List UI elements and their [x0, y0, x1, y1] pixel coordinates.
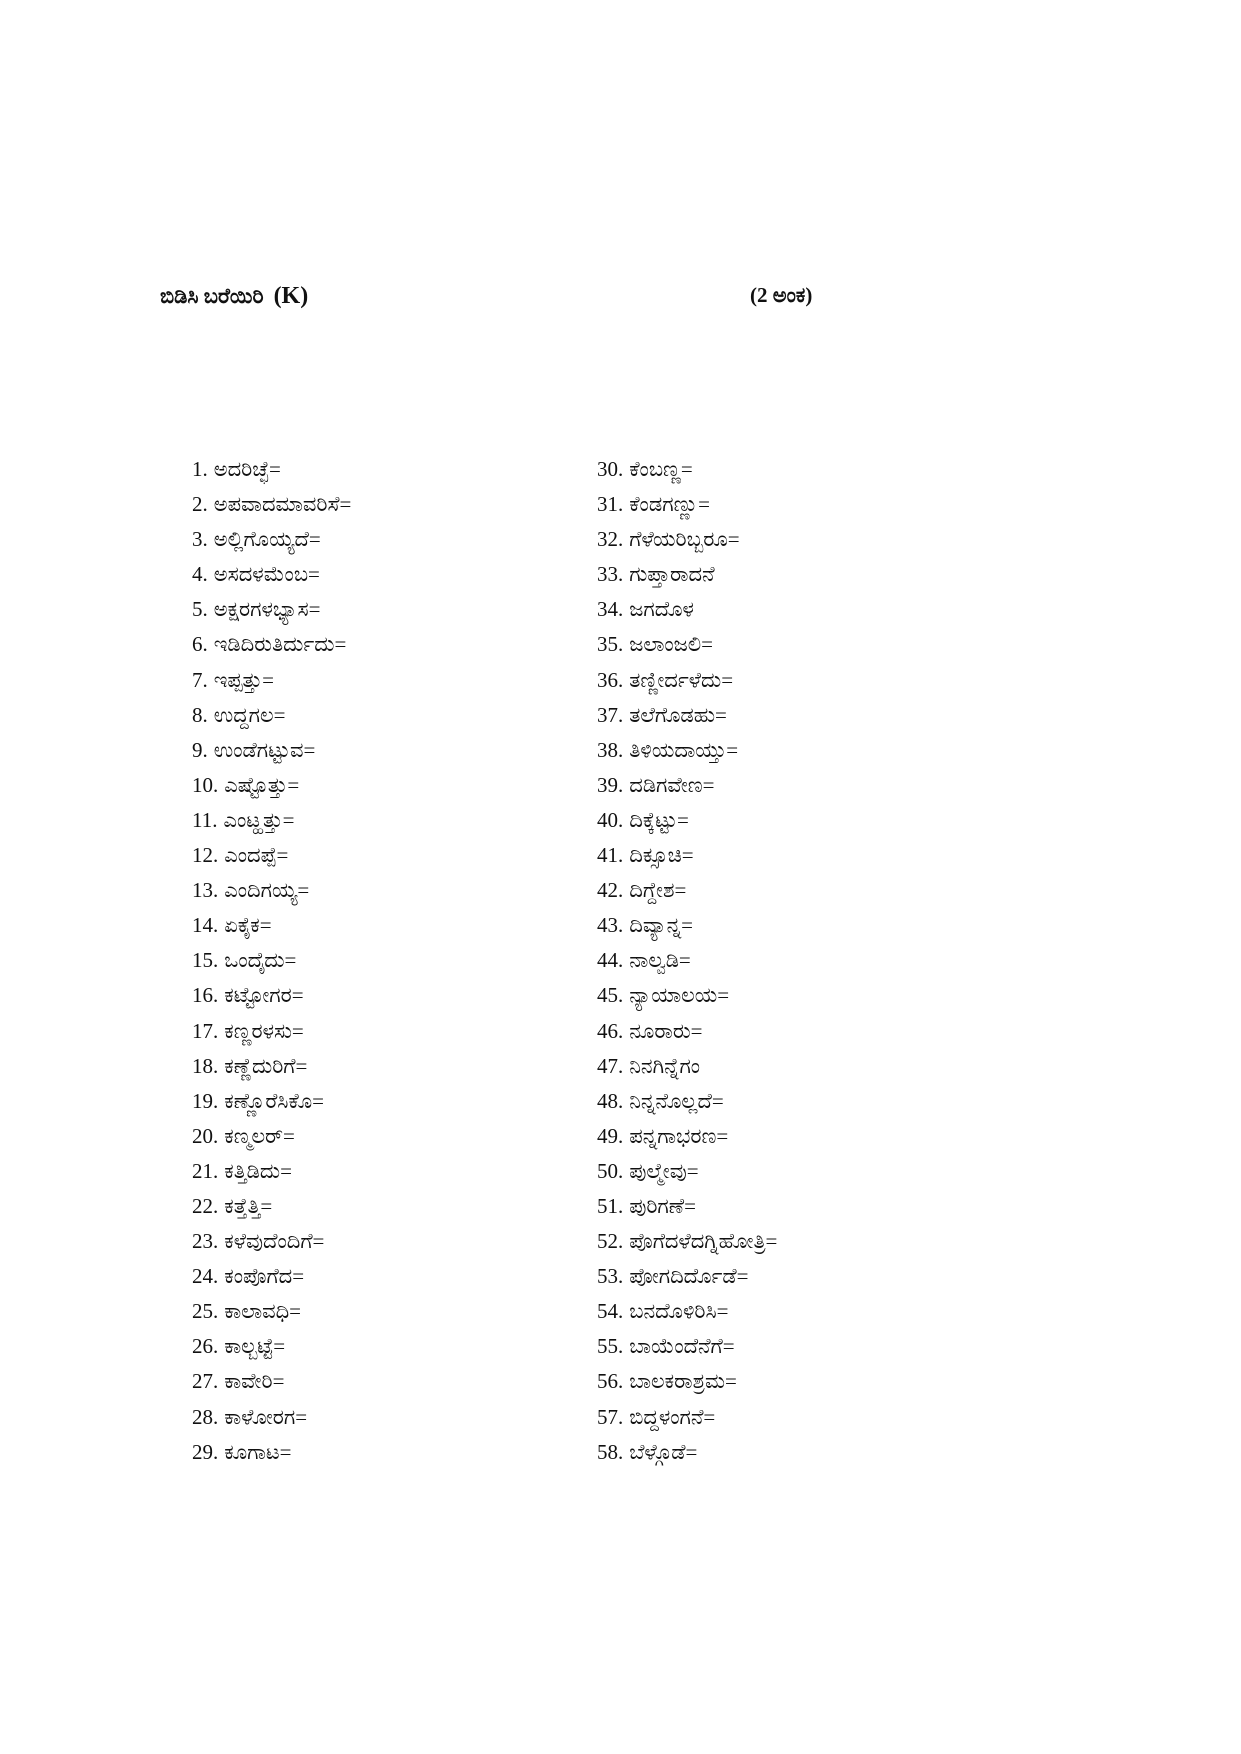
item-word: ದಿಕ್ಸೂಚಿ=: [629, 843, 694, 868]
list-item: [597, 1084, 777, 1119]
item-number: 6.: [192, 632, 208, 657]
item-number: 2.: [192, 492, 208, 517]
item-number: 36.: [597, 667, 624, 692]
section-tag: (K): [273, 283, 309, 309]
item-word: ಜಗದೊಳ: [629, 597, 694, 622]
item-word: ಉದ್ದಗಲ=: [213, 702, 286, 727]
item-number: 20.: [192, 1123, 219, 1148]
item-word: ಎಷ್ಟೊತ್ತು=: [224, 772, 300, 797]
item-number: 51.: [597, 1193, 624, 1218]
item-word: ನಿನಗಿನ್ನೆಗಂ: [629, 1053, 701, 1078]
list-item: [597, 978, 777, 1013]
item-number: 1.: [192, 457, 208, 481]
list-item: [597, 698, 777, 733]
list-item: [192, 1400, 351, 1435]
item-number: 57.: [597, 1404, 624, 1429]
item-word: ಕಣ್ಮಲರ್=: [224, 1123, 295, 1148]
item-word: ದಡಿಗವೇಣ=: [629, 772, 715, 797]
item-word: ಅಕ್ಷರಗಳಭ್ಯಾಸ=: [213, 597, 321, 622]
item-word: ಬನದೊಳಿರಿಸಿ=: [629, 1299, 729, 1324]
item-word: ನ್ಯಾಯಾಲಯ=: [629, 983, 730, 1008]
item-word: ಬಿದ್ದಳಂಗನೆ=: [629, 1404, 716, 1429]
list-item: [192, 1224, 351, 1259]
item-number: 22.: [192, 1193, 219, 1218]
list-item: [192, 663, 351, 698]
list-item: [192, 557, 351, 592]
list-item: [597, 1364, 777, 1399]
list-item: [192, 838, 351, 873]
list-item: [192, 943, 351, 978]
item-word: ಕಾಳೋರಗ=: [224, 1404, 308, 1429]
item-word: ಕಣ್ಣೆದುರಿಗೆ=: [224, 1053, 308, 1078]
item-word: ಎಂಟ್ಹತ್ತು=: [223, 807, 295, 832]
item-number: 13.: [192, 878, 219, 903]
item-word: ಇಡಿದಿರುತಿರ್ದುದು=: [213, 632, 347, 657]
item-word: ಬಾಯೆಂದೆನೆಗೆ=: [629, 1334, 735, 1359]
list-item: [597, 487, 777, 522]
item-number: 39.: [597, 772, 624, 797]
item-number: 30.: [597, 457, 624, 481]
list-item: [597, 1014, 777, 1049]
list-item: [192, 1259, 351, 1294]
item-word: ಜಲಾಂಜಲಿ=: [629, 632, 714, 657]
list-item: [597, 663, 777, 698]
item-number: 49.: [597, 1123, 624, 1148]
item-word: ಕೆಂಡಗಣ್ಣು=: [629, 492, 710, 517]
item-word: ಅದರಿಚ್ಛೆ=: [213, 457, 281, 481]
list-item: [192, 803, 351, 838]
item-number: 17.: [192, 1018, 219, 1043]
item-word: ಕತ್ತೆತ್ತಿ=: [224, 1193, 273, 1218]
list-item: [192, 1294, 351, 1329]
item-number: 27.: [192, 1369, 219, 1394]
item-word: ತಲೆಗೊಡಹು=: [629, 702, 727, 727]
item-number: 21.: [192, 1158, 219, 1183]
list-item: [192, 908, 351, 943]
item-number: 14.: [192, 913, 219, 938]
item-word: ಗೆಳೆಯರಿಬ್ಬರೂ=: [629, 527, 740, 552]
item-word: ಕೂಗಾಟ=: [224, 1439, 292, 1464]
item-word: ಕಾಲಾವಧಿ=: [224, 1299, 302, 1324]
item-word: ಕಾಲ್ಬಟ್ಟೆ=: [224, 1334, 286, 1359]
list-item: [192, 1364, 351, 1399]
item-word: ಇಪ್ಪತ್ತು=: [213, 667, 274, 692]
item-word: ಪೋಗದಿರ್ದೊಡೆ=: [629, 1264, 749, 1289]
item-number: 52.: [597, 1229, 624, 1254]
list-item: [597, 1435, 777, 1470]
list-item: [192, 1329, 351, 1364]
item-number: 53.: [597, 1264, 624, 1289]
list-item: [192, 698, 351, 733]
item-word: ಪನ್ನಗಾಭರಣ=: [629, 1123, 729, 1148]
item-number: 37.: [597, 702, 624, 727]
list-item: [192, 768, 351, 803]
item-number: 18.: [192, 1053, 219, 1078]
item-number: 23.: [192, 1229, 219, 1254]
list-item: [192, 1084, 351, 1119]
list-item: [597, 452, 777, 487]
item-word: ದಿಗ್ದೇಶ=: [629, 878, 687, 903]
section-title: ಬಿಡಿಸಿ ಬರೆಯಿರಿ: [160, 284, 264, 308]
list-item: [192, 873, 351, 908]
item-number: 40.: [597, 807, 624, 832]
item-word: ಬೆಳ್ಗೊಡೆ=: [629, 1439, 698, 1464]
item-number: 50.: [597, 1158, 624, 1183]
item-word: ಎಂದಿಗಯ್ಯ=: [224, 878, 310, 903]
item-number: 45.: [597, 983, 624, 1008]
item-number: 5.: [192, 597, 208, 622]
item-number: 55.: [597, 1334, 624, 1359]
list-item: [597, 522, 777, 557]
item-number: 32.: [597, 527, 624, 552]
item-word: ಅಸದಳಮೆಂಬ=: [213, 562, 320, 587]
item-word: ಕಣ್ಣರಳಸು=: [224, 1018, 304, 1043]
item-word: ಉಂಡೆಗಟ್ಟುವ=: [213, 737, 316, 762]
item-number: 31.: [597, 492, 624, 517]
item-number: 46.: [597, 1018, 624, 1043]
list-item: [597, 733, 777, 768]
list-item: [192, 522, 351, 557]
list-item: [192, 1014, 351, 1049]
item-word: ಎಂದಪ್ಪೆ=: [224, 843, 289, 868]
list-item: [192, 1119, 351, 1154]
item-number: 43.: [597, 913, 624, 938]
section-heading: [160, 283, 308, 310]
item-number: 4.: [192, 562, 208, 587]
item-number: 29.: [192, 1439, 219, 1464]
list-item: [597, 1224, 777, 1259]
item-number: 44.: [597, 948, 624, 973]
list-item: [192, 487, 351, 522]
list-item: [192, 1435, 351, 1470]
list-item: [597, 1189, 777, 1224]
list-item: [597, 873, 777, 908]
list-item: [597, 838, 777, 873]
item-number: 42.: [597, 878, 624, 903]
list-item: [597, 768, 777, 803]
item-number: 9.: [192, 737, 208, 762]
item-word: ಪುರಿಗಣೆ=: [629, 1193, 696, 1218]
item-number: 3.: [192, 527, 208, 552]
list-item: [192, 978, 351, 1013]
list-item: [597, 1329, 777, 1364]
item-word: ಅಪವಾದಮಾವರಿಸೆ=: [213, 492, 352, 517]
item-word: ತಿಳಿಯದಾಯ್ತು=: [629, 737, 739, 762]
item-word: ಕಳೆವುದೆಂದಿಗೆ=: [224, 1229, 325, 1254]
list-item: [597, 908, 777, 943]
item-number: 38.: [597, 737, 624, 762]
item-word: ಗುಪ್ತಾರಾದನೆ: [629, 562, 715, 587]
item-number: 11.: [192, 807, 218, 832]
item-word: ಬಾಲಕರಾಶ್ರಮ=: [629, 1369, 737, 1394]
item-number: 41.: [597, 843, 624, 868]
list-item: [597, 1049, 777, 1084]
list-item: [597, 943, 777, 978]
item-number: 8.: [192, 702, 208, 727]
item-word: ಕೆಂಬಣ್ಣ=: [629, 457, 693, 481]
item-number: 47.: [597, 1053, 624, 1078]
item-number: 56.: [597, 1369, 624, 1394]
list-item: [192, 733, 351, 768]
item-word: ಒಂದೈದು=: [224, 948, 297, 973]
item-number: 54.: [597, 1299, 624, 1324]
item-number: 16.: [192, 983, 219, 1008]
item-word: ಕಟ್ಟೋಗರ=: [224, 983, 304, 1008]
item-number: 7.: [192, 667, 208, 692]
list-item: [597, 557, 777, 592]
item-number: 35.: [597, 632, 624, 657]
item-word: ಕಣ್ಣೊರೆಸಿಕೊ=: [224, 1088, 324, 1113]
item-number: 48.: [597, 1088, 624, 1113]
list-item: [597, 592, 777, 627]
item-word: ನಾಲ್ವಡಿ=: [629, 948, 691, 973]
item-number: 58.: [597, 1439, 624, 1464]
list-item: [597, 1400, 777, 1435]
list-item: [597, 803, 777, 838]
list-item: [192, 452, 351, 487]
word-list-left: [192, 452, 351, 1470]
item-number: 34.: [597, 597, 624, 622]
list-item: [192, 592, 351, 627]
item-word: ನೂರಾರು=: [629, 1018, 703, 1043]
item-number: 24.: [192, 1264, 219, 1289]
list-item: [192, 627, 351, 662]
item-word: ಪುಲ್ಮೇವು=: [629, 1158, 699, 1183]
item-number: 12.: [192, 843, 219, 868]
list-item: [597, 627, 777, 662]
item-word: ದಿವ್ಯಾನ್ನ=: [629, 913, 693, 938]
item-word: ಕಾವೇರಿ=: [224, 1369, 285, 1394]
list-item: [192, 1049, 351, 1084]
word-list-right: [597, 452, 777, 1470]
item-word: ನಿನ್ನನೊಲ್ಲದೆ=: [629, 1088, 724, 1113]
item-number: 25.: [192, 1299, 219, 1324]
list-item: [597, 1259, 777, 1294]
item-number: 33.: [597, 562, 624, 587]
list-item: [192, 1189, 351, 1224]
item-word: ಕಂಪೊಗೆದ=: [224, 1264, 305, 1289]
list-item: [192, 1154, 351, 1189]
item-word: ಅಲ್ಲಿಗೊಯ್ಯದೆ=: [213, 527, 321, 552]
item-number: 10.: [192, 772, 219, 797]
item-number: 26.: [192, 1334, 219, 1359]
list-item: [597, 1119, 777, 1154]
item-number: 28.: [192, 1404, 219, 1429]
item-word: ಏಕೈಕ=: [224, 913, 272, 938]
list-item: [597, 1154, 777, 1189]
item-word: ಕತ್ತಿಡಿದು=: [224, 1158, 292, 1183]
marks-label: (2 ಅಂಕ): [750, 283, 813, 307]
item-word: ಪೊಗೆದಳೆದಗ್ನಿಹೋತ್ರಿ=: [629, 1229, 778, 1254]
item-word: ದಿಕ್ಕೆಟ್ಟು=: [629, 807, 689, 832]
item-word: ತಣ್ಣೀರ್ದಳೆದು=: [629, 667, 734, 692]
item-number: 15.: [192, 948, 219, 973]
list-item: [597, 1294, 777, 1329]
item-number: 19.: [192, 1088, 219, 1113]
